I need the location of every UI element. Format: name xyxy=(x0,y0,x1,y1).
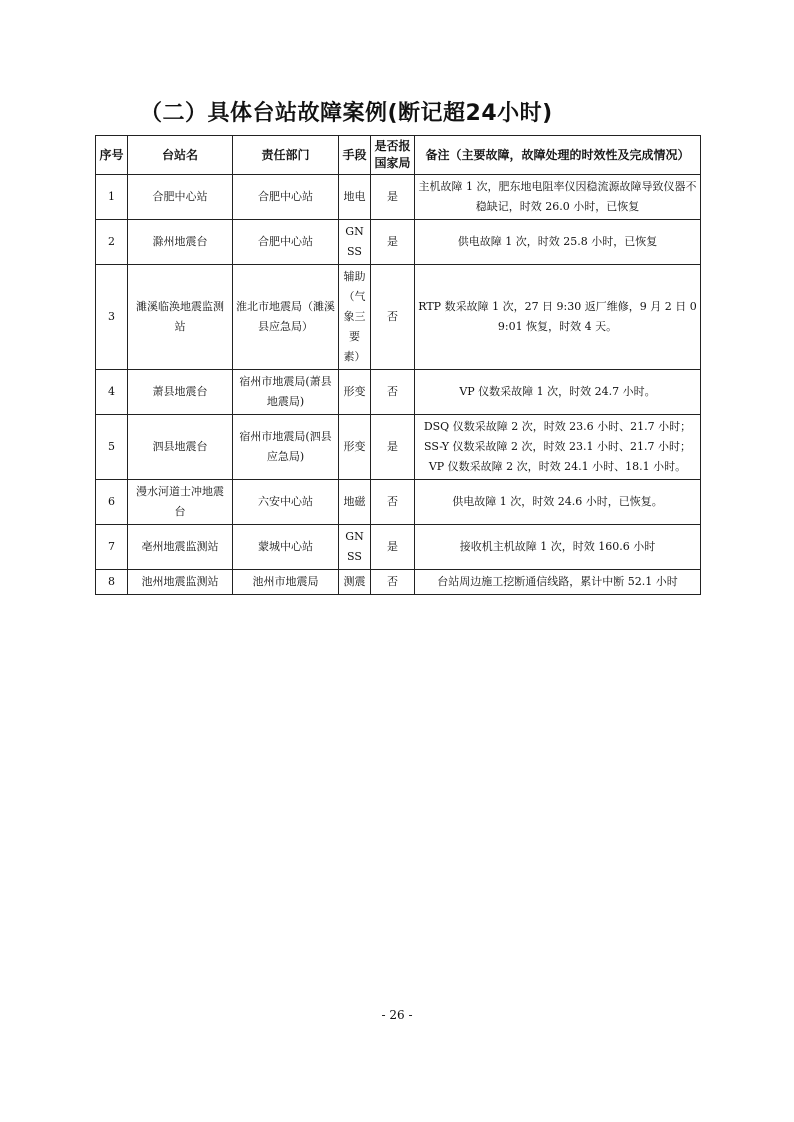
cell-remarks xyxy=(415,570,701,595)
cell-no: 5 xyxy=(96,415,128,480)
remark-line: 供电故障 1 次，时效 24.6 小时，已恢复。 xyxy=(452,495,663,508)
cell-means: 形变 xyxy=(339,415,371,480)
cell-no: 3 xyxy=(96,265,128,370)
cell-dept: 池州市地震局 xyxy=(233,570,339,595)
cell-station: 滁州地震台 xyxy=(128,220,233,265)
remark-line: 接收机主机故障 1 次，时效 160.6 小时 xyxy=(459,540,656,553)
cell-means: 地磁 xyxy=(339,480,371,525)
cell-station: 泗县地震台 xyxy=(128,415,233,480)
cell-remarks xyxy=(415,415,701,480)
header-dept: 责任部门 xyxy=(233,136,339,175)
header-remarks: 备注（主要故障，故障处理的时效性及完成情况） xyxy=(415,136,701,175)
cell-means: GNSS xyxy=(339,525,371,570)
cell-remarks xyxy=(415,265,701,370)
header-station: 台站名 xyxy=(128,136,233,175)
cell-means: 地电 xyxy=(339,175,371,220)
cell-dept: 淮北市地震局（濉溪县应急局） xyxy=(233,265,339,370)
cell-station: 合肥中心站 xyxy=(128,175,233,220)
cell-reported: 是 xyxy=(371,415,415,480)
cell-no: 8 xyxy=(96,570,128,595)
cell-reported: 否 xyxy=(371,265,415,370)
cell-no: 1 xyxy=(96,175,128,220)
cell-no: 7 xyxy=(96,525,128,570)
cell-dept: 合肥中心站 xyxy=(233,175,339,220)
cell-means: GNSS xyxy=(339,220,371,265)
cell-dept: 六安中心站 xyxy=(233,480,339,525)
cell-reported: 是 xyxy=(371,220,415,265)
cell-no: 6 xyxy=(96,480,128,525)
cell-remarks xyxy=(415,480,701,525)
remark-line: VP 仪数采故障 2 次，时效 24.1 小时、18.1 小时。 xyxy=(428,460,687,473)
cell-means: 测震 xyxy=(339,570,371,595)
remark-line: DSQ 仪数采故障 2 次，时效 23.6 小时、21.7 小时； xyxy=(423,420,692,433)
cell-station: 池州地震监测站 xyxy=(128,570,233,595)
cell-station: 萧县地震台 xyxy=(128,370,233,415)
cell-dept: 宿州市地震局(泗县应急局) xyxy=(233,415,339,480)
table-row xyxy=(96,480,701,525)
cell-reported: 是 xyxy=(371,525,415,570)
cell-reported: 否 xyxy=(371,370,415,415)
cell-dept: 宿州市地震局(萧县地震局) xyxy=(233,370,339,415)
table-row xyxy=(96,265,701,370)
cell-no: 2 xyxy=(96,220,128,265)
cell-station: 亳州地震监测站 xyxy=(128,525,233,570)
remark-line: 台站周边施工挖断通信线路，累计中断 52.1 小时 xyxy=(437,575,678,588)
table-row xyxy=(96,525,701,570)
cell-remarks xyxy=(415,525,701,570)
cell-reported: 否 xyxy=(371,570,415,595)
cell-reported: 是 xyxy=(371,175,415,220)
remark-line: 供电故障 1 次，时效 25.8 小时，已恢复 xyxy=(457,235,658,248)
table-row xyxy=(96,220,701,265)
table-header-row xyxy=(96,136,701,175)
cell-dept: 合肥中心站 xyxy=(233,220,339,265)
cell-remarks xyxy=(415,175,701,220)
remark-line: VP 仪数采故障 1 次，时效 24.7 小时。 xyxy=(459,385,656,398)
header-reported: 是否报国家局 xyxy=(371,136,415,175)
section-heading: （二）具体台站故障案例(断记超24小时) xyxy=(140,101,553,126)
page-number: - 26 - xyxy=(381,1008,413,1022)
header-means: 手段 xyxy=(339,136,371,175)
table-row xyxy=(96,370,701,415)
cell-remarks xyxy=(415,220,701,265)
cell-means: 形变 xyxy=(339,370,371,415)
station-fault-table xyxy=(95,135,701,595)
header-no: 序号 xyxy=(96,136,128,175)
cell-station: 濉溪临涣地震监测站 xyxy=(128,265,233,370)
table-row xyxy=(96,570,701,595)
table-row xyxy=(96,415,701,480)
remark-line: SS-Y 仪数采故障 2 次，时效 23.1 小时、21.7 小时； xyxy=(423,440,691,453)
remark-line: RTP 数采故障 1 次，27 日 9:30 返厂维修，9 月 2 日 09:01 恢复，时效 4 天。 xyxy=(418,300,697,333)
table-row xyxy=(96,175,701,220)
cell-no: 4 xyxy=(96,370,128,415)
cell-remarks xyxy=(415,370,701,415)
remark-line: 主机故障 1 次，肥东地电阻率仪因稳流源故障导致仪器不稳缺记，时效 26.0 小时，已恢复 xyxy=(418,180,697,213)
cell-means: 辅助（气象三要素） xyxy=(339,265,371,370)
cell-dept: 蒙城中心站 xyxy=(233,525,339,570)
cell-station: 漫水河道士冲地震台 xyxy=(128,480,233,525)
cell-reported: 否 xyxy=(371,480,415,525)
